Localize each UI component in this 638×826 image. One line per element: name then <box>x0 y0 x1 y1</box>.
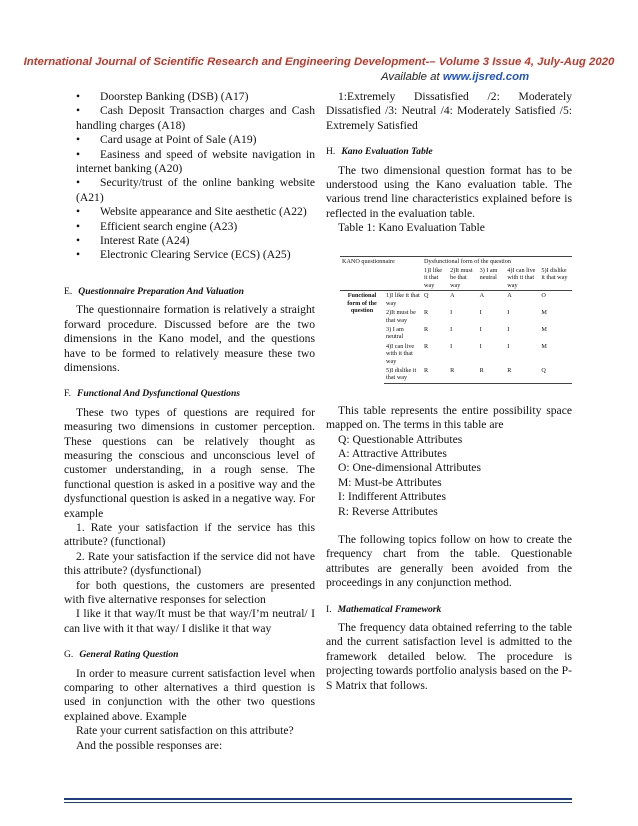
journal-header: International Journal of Scientific Research and Engineering Development-– Volume 3 Issue 4, July-Aug 2020 <box>23 56 615 68</box>
question-functional: 1. Rate your satisfaction if the service has this attribute? (functional) <box>64 520 315 549</box>
table-row: 3) I am neutral R I I I M <box>386 325 547 341</box>
list-item: O: One-dimensional Attributes <box>338 461 481 475</box>
list-item: • Electronic Clearing Service (ECS) (A25) <box>76 248 291 262</box>
list-item: • Interest Rate (A24) <box>76 234 190 248</box>
column-header: 1)I like it that way <box>422 266 448 291</box>
available-prefix: Available at <box>381 71 443 83</box>
section-heading-g: G. General Rating Question <box>64 649 179 661</box>
table-caption: Table 1: Kano Evaluation Table <box>338 221 485 235</box>
list-item: • Card usage at Point of Sale (A19) <box>76 133 257 147</box>
following-text: The following topics follow on how to create the frequency chart from the table. Questionable attributes are generally been avoided from the proceedings in any conjunction method. <box>326 533 572 590</box>
journal-url-link[interactable]: www.ijsred.com <box>442 71 530 83</box>
availability-line <box>381 71 529 83</box>
rate-question: Rate your current satisfaction on this attribute? <box>76 724 294 738</box>
column-header: 5)I dislike it that way <box>539 266 572 291</box>
list-item: • Doorstep Banking (DSB) (A17) <box>76 90 249 103</box>
responses-intro: for both questions, the customers are presented with five alternative responses for selection <box>64 578 315 606</box>
list-item: • Cash Deposit Transaction charges and Cash handling charges (A18) <box>76 104 315 132</box>
after-table-text: This table represents the entire possibility space mapped on. The terms in this table are <box>326 403 572 432</box>
list-item: A: Attractive Attributes <box>338 446 447 460</box>
responses-list: I like it that way/It must be that way/I’m neutral/ I can live with it that way/ I dislike it that way <box>64 607 315 635</box>
list-item: Q: Questionable Attributes <box>338 432 463 446</box>
section-h-text: The two dimensional question format has to be understood using the Kano evaluation table. The various trend line characteristics explained before is reflected in the evaluation table. <box>326 163 572 220</box>
table-row: 2)It must be that way R I I I M <box>386 309 547 324</box>
table-row: Functional form of the question 1)I like it that way Q A A A O <box>340 291 572 308</box>
list-item: • Security/trust of the online banking website (A21) <box>76 176 315 204</box>
rating-scale: 1:Extremely Dissatisfied /2: Moderately Dissatisfied /3: Neutral /4: Moderately Satisfied /5: Extremely Satisfied <box>326 90 572 132</box>
left-column <box>64 90 315 753</box>
dysfunctional-header: Dysfunctional form of the question <box>422 256 572 266</box>
section-heading-i: I. Mathematical Framework <box>326 603 442 615</box>
footer-rule <box>64 798 572 800</box>
footer-rule <box>64 802 572 803</box>
section-e-text: The questionnaire formation is relatively a straight forward procedure. Discussed before are the two dimensions in the Kano model, and the questions have to be formed to relatively measure these two dimensions. <box>64 303 315 374</box>
list-item: • Efficient search engine (A23) <box>76 219 238 233</box>
column-header: 4)I can live with it that way <box>505 266 539 291</box>
table-corner: KANO questionnaire <box>340 256 422 266</box>
list-item: I: Indifferent Attributes <box>338 490 446 504</box>
possible-responses: And the possible responses are: <box>76 738 223 752</box>
right-column <box>326 90 572 693</box>
section-f-text: These two types of questions are required for measuring two dimensions in customer perception. These questions can be relatively thought as measuring the conscious and unconscious level of customer understanding, in a rough sense. The functional question is asked in a positive way and the dysfunctional question is asked in a negative way. For example <box>64 405 315 520</box>
list-item: • Easiness and speed of website navigation in internet banking (A20) <box>76 147 315 176</box>
list-item: R: Reverse Attributes <box>338 504 438 518</box>
table-row: 5)I dislike it that way R R R R Q <box>340 366 572 383</box>
column-header: 2)It must be that way <box>448 266 478 291</box>
question-dysfunctional: 2. Rate your satisfaction if the service did not have this attribute? (dysfunctional) <box>64 549 315 578</box>
table-row: 4)I can live with it that way R I I I M <box>386 342 547 365</box>
functional-label: Functional form of the question <box>347 292 377 315</box>
section-heading-e: E. Questionnaire Preparation And Valuation <box>64 285 244 297</box>
section-heading-f: F. Functional And Dysfunctional Questions <box>64 388 241 400</box>
section-heading-h: H. Kano Evaluation Table <box>326 146 433 158</box>
section-i-text: The frequency data obtained referring to the table and the current satisfaction level is admitted to the framework detailed below. The procedure is projecting towards portfolio analysis based on the P-S Matrix that follows. <box>326 621 572 692</box>
section-g-text: In order to measure current satisfaction level when comparing to other alternatives a third question is used in conjunction with the other two questions explained above. Example <box>64 666 315 723</box>
list-item: M: Must-be Attributes <box>338 475 442 489</box>
kano-evaluation-table <box>340 256 572 384</box>
list-item: • Website appearance and Site aesthetic (A22) <box>76 205 307 219</box>
column-header: 3) I am neutral <box>478 266 506 291</box>
